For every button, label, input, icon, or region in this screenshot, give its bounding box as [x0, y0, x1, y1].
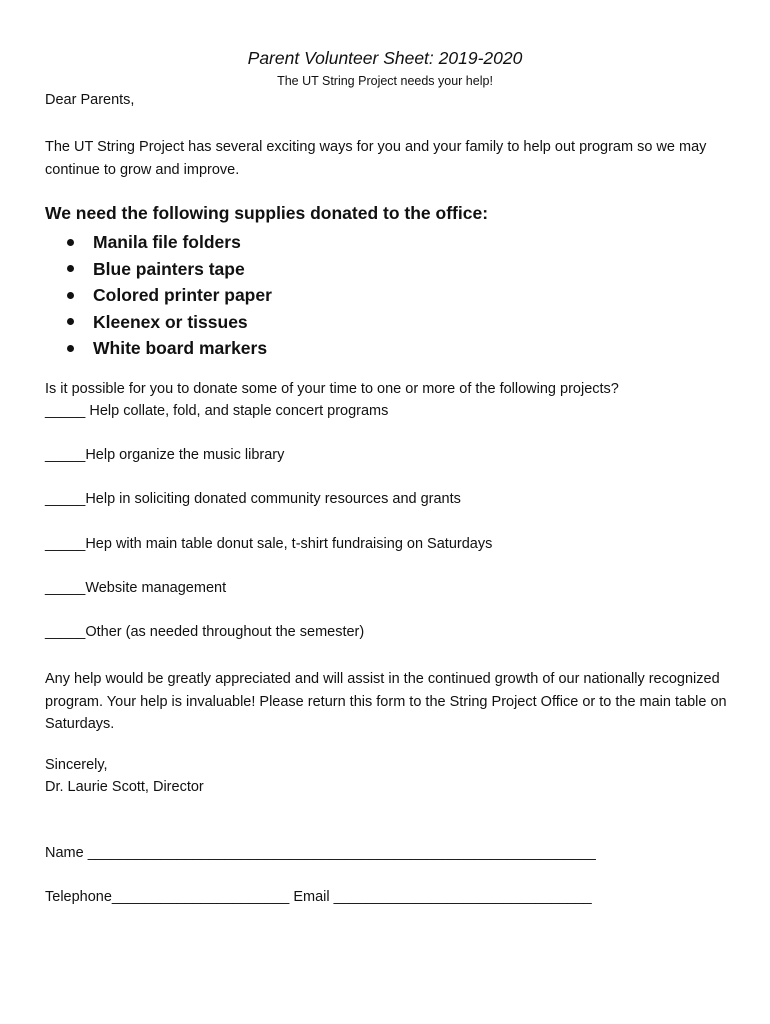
bullet-icon	[67, 265, 74, 272]
supply-item-label: White board markers	[93, 338, 268, 358]
supplies-list	[64, 229, 272, 362]
bullet-icon	[67, 292, 74, 299]
supply-item	[64, 229, 272, 256]
projects-question: Is it possible for you to donate some of your time to one or more of the following projects?	[45, 381, 619, 397]
page-subtitle: The UT String Project needs your help!	[277, 74, 493, 88]
sincerely-text: Sincerely,	[45, 757, 108, 773]
greeting: Dear Parents,	[45, 92, 135, 108]
bullet-icon	[67, 239, 74, 246]
supply-item	[64, 309, 272, 336]
project-option[interactable]: _____Hep with main table donut sale, t-shirt fundraising on Saturdays	[45, 536, 493, 552]
telephone-email-field[interactable]: Telephone______________________ Email ________________________________	[45, 889, 592, 905]
supply-item	[64, 282, 272, 309]
intro-paragraph: The UT String Project has several exciting ways for you and your family to help out program so we may continue to grow and improve.	[45, 139, 707, 178]
project-option[interactable]: _____ Help collate, fold, and staple concert programs	[45, 403, 389, 419]
closing-paragraph: Any help would be greatly appreciated and will assist in the continued growth of our nationally recognized program. Your help is invaluable! Please return this form to the String Project Office or to the main table on Saturdays.	[45, 671, 727, 732]
bullet-icon	[67, 345, 74, 352]
supplies-heading: We need the following supplies donated to the office:	[45, 203, 489, 223]
supply-item	[64, 335, 272, 362]
project-option[interactable]: _____Other (as needed throughout the semester)	[45, 624, 365, 640]
page-title: Parent Volunteer Sheet: 2019-2020	[247, 48, 523, 68]
supply-item	[64, 256, 272, 283]
supply-item-label: Kleenex or tissues	[93, 311, 248, 332]
signer-name: Dr. Laurie Scott, Director	[45, 779, 204, 795]
supply-item-label: Colored printer paper	[93, 285, 272, 305]
project-option[interactable]: _____Website management	[45, 580, 227, 596]
name-field[interactable]: Name _______________________________________________________________	[45, 845, 596, 861]
supply-item-label: Blue painters tape	[93, 258, 245, 279]
supply-item-label: Manila file folders	[93, 232, 241, 252]
bullet-icon	[67, 318, 74, 325]
project-option[interactable]: _____Help in soliciting donated community resources and grants	[45, 491, 461, 507]
project-option[interactable]: _____Help organize the music library	[45, 447, 285, 463]
